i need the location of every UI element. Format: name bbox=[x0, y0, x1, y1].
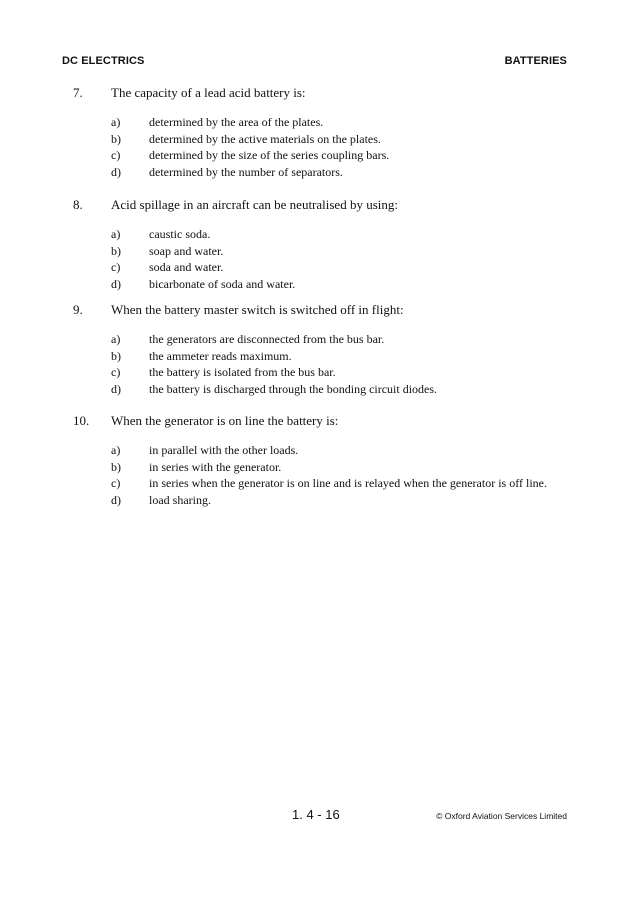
option-text: the battery is discharged through the bonding circuit diodes. bbox=[149, 381, 438, 396]
option-letter: a) bbox=[111, 115, 121, 129]
option-letter: c) bbox=[111, 476, 121, 490]
option-text: soda and water. bbox=[149, 260, 224, 274]
option-c bbox=[73, 475, 593, 492]
option-letter: c) bbox=[111, 260, 121, 274]
option-letter: d) bbox=[111, 164, 121, 179]
option-text: in series with the generator. bbox=[149, 459, 282, 474]
option-letter: d) bbox=[111, 492, 121, 507]
option-letter: a) bbox=[111, 443, 121, 457]
option-text: determined by the active materials on the plates. bbox=[149, 131, 381, 146]
question-number: 8. bbox=[73, 197, 83, 212]
question-text: Acid spillage in an aircraft can be neutralised by using: bbox=[111, 197, 398, 212]
option-letter: c) bbox=[111, 365, 121, 379]
option-c bbox=[73, 259, 593, 276]
option-letter: b) bbox=[111, 459, 121, 474]
option-letter: c) bbox=[111, 148, 121, 162]
option-c bbox=[73, 364, 593, 381]
option-letter: a) bbox=[111, 332, 121, 346]
header-chapter-title: BATTERIES bbox=[504, 55, 567, 67]
option-letter: b) bbox=[111, 243, 121, 258]
option-list bbox=[73, 114, 593, 180]
question-number: 10. bbox=[73, 413, 90, 428]
question-text: The capacity of a lead acid battery is: bbox=[111, 85, 306, 100]
option-b bbox=[73, 459, 593, 476]
question-text: When the battery master switch is switched off in flight: bbox=[111, 302, 404, 317]
question-7 bbox=[73, 84, 593, 180]
option-text: in parallel with the other loads. bbox=[149, 443, 299, 457]
option-text: the generators are disconnected from the bus bar. bbox=[149, 332, 385, 346]
option-text: determined by the number of separators. bbox=[149, 164, 343, 179]
option-letter: b) bbox=[111, 348, 121, 363]
option-a bbox=[73, 442, 593, 459]
option-c bbox=[73, 147, 593, 164]
option-text: the battery is isolated from the bus bar. bbox=[149, 365, 336, 379]
option-d bbox=[73, 381, 593, 398]
option-text: bicarbonate of soda and water. bbox=[149, 276, 296, 291]
header-section-title: DC ELECTRICS bbox=[62, 55, 145, 67]
page-number: 1. 4 - 16 bbox=[292, 807, 340, 822]
option-b bbox=[73, 243, 593, 260]
copyright-notice: © Oxford Aviation Services Limited bbox=[436, 811, 567, 821]
question-8 bbox=[73, 196, 593, 292]
option-text: load sharing. bbox=[149, 492, 211, 507]
option-b bbox=[73, 348, 593, 365]
option-d bbox=[73, 276, 593, 293]
option-letter: b) bbox=[111, 131, 121, 146]
option-letter: a) bbox=[111, 227, 121, 241]
option-d bbox=[73, 164, 593, 181]
option-letter: d) bbox=[111, 276, 121, 291]
option-text: in series when the generator is on line and is relayed when the generator is off line. bbox=[149, 476, 547, 490]
option-a bbox=[73, 331, 593, 348]
option-list bbox=[73, 442, 593, 508]
option-letter: d) bbox=[111, 381, 121, 396]
option-a bbox=[73, 114, 593, 131]
option-b bbox=[73, 131, 593, 148]
question-number: 7. bbox=[73, 85, 83, 100]
question-9 bbox=[73, 301, 593, 397]
option-text: soap and water. bbox=[149, 243, 224, 258]
option-a bbox=[73, 226, 593, 243]
option-text: determined by the area of the plates. bbox=[149, 115, 324, 129]
option-text: determined by the size of the series coupling bars. bbox=[149, 148, 390, 162]
option-text: the ammeter reads maximum. bbox=[149, 348, 292, 363]
option-d bbox=[73, 492, 593, 509]
option-text: caustic soda. bbox=[149, 227, 211, 241]
option-list bbox=[73, 226, 593, 292]
question-number: 9. bbox=[73, 302, 83, 317]
question-10 bbox=[73, 412, 593, 508]
option-list bbox=[73, 331, 593, 397]
question-text: When the generator is on line the battery is: bbox=[111, 413, 339, 428]
